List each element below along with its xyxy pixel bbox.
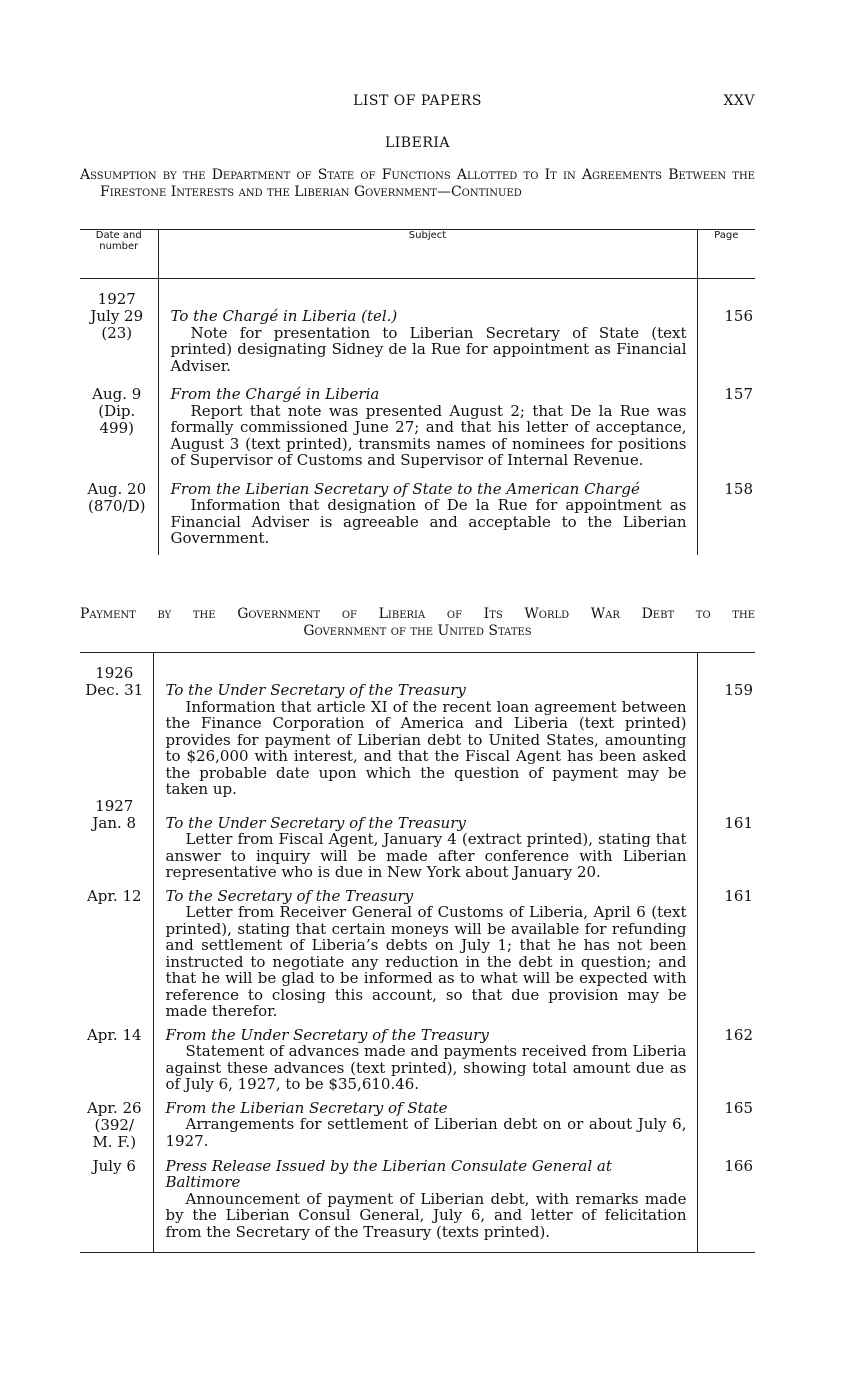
page-column-header: Page <box>714 230 739 241</box>
section-2-heading: Payment by the Government of Liberia of Its World War Debt to the Government of the United States <box>80 606 755 639</box>
table-row <box>80 481 755 547</box>
section-1-heading: Assumption by the Department of State of Functions Allotted to It in Agreements Between the Firestone Interests and the Liberian Government—Continued <box>80 167 755 200</box>
entry-date: Aug. 9 (Dip. 499) <box>80 386 158 469</box>
entry-date: 1927 July 29 (23) <box>80 291 158 374</box>
entry-title: From the Liberian Secretary of State to the American Chargé <box>170 479 640 498</box>
year-label: 1926 <box>95 664 134 682</box>
entry-date: 1926 Dec. 31 <box>80 665 153 798</box>
country-heading: LIBERIA <box>384 135 451 151</box>
table-header <box>80 230 755 279</box>
entry-title: To the Under Secretary of the Treasury <box>165 681 466 699</box>
entry-page: 161 <box>724 813 753 832</box>
entry-body: Letter from Receiver General of Customs of Liberia, April 6 (text printed), stating that certain moneys will be available for refunding and settlement of Liberia’s debts on July 1; that he has not been instructed to negotiate any reduction in the debt in question; and that he will be glad to be informed as to what will be expected with reference to closing this account, so that due provision may be made therefor. <box>165 903 687 1020</box>
entry-date: July 6 <box>80 1158 153 1253</box>
entry-body: Report that note was presented August 2; that De la Rue was formally commissioned June 27; and that his letter of acceptance, August 3 (text printed), transmits names of nominees for positions of Supervisor of Customs and Supervisor of Internal Revenue. <box>170 401 687 469</box>
table-row <box>80 1100 755 1151</box>
entry-page: 157 <box>724 385 753 403</box>
year-label: 1927 <box>97 290 136 308</box>
entry-date: Aug. 20 (870/D) <box>80 481 158 547</box>
entry-date: Apr. 12 <box>80 888 153 1020</box>
entry-date: Apr. 14 <box>80 1027 153 1093</box>
running-head-title: LIST OF PAPERS <box>353 93 482 109</box>
table-row <box>80 888 755 1020</box>
entry-subject <box>153 1100 697 1151</box>
papers-table-1 <box>80 229 755 555</box>
entry-page: 166 <box>724 1156 753 1175</box>
entry-body: Note for presentation to Liberian Secretary of State (text printed) designating Sidney de la Rue for appointment as Financial Adviser. <box>170 323 687 375</box>
entry-page: 156 <box>724 307 753 325</box>
table-row <box>80 1158 755 1253</box>
entry-body: Information that designation of De la Rue for appointment as Financial Adviser is agreeable and acceptable to the Liberian Government. <box>170 496 687 547</box>
entry-title: To the Chargé in Liberia (tel.) <box>170 307 398 325</box>
year-label: 1927 <box>95 796 134 815</box>
entry-subject <box>153 1158 697 1253</box>
entry-title: From the Under Secretary of the Treasury <box>165 1025 489 1044</box>
entry-subject <box>153 798 697 881</box>
entry-page: 165 <box>724 1098 753 1117</box>
entry-page: 162 <box>724 1025 753 1044</box>
papers-table-2 <box>80 652 755 1253</box>
entry-subject <box>153 888 697 1020</box>
entry-title: To the Under Secretary of the Treasury <box>165 813 466 832</box>
entry-body: Statement of advances made and payments received from Liberia against these advances (text printed), showing total amount due as of July 6, 1927, to be $35,610.46. <box>165 1042 687 1093</box>
entry-subject <box>158 386 697 469</box>
entry-title: Press Release Issued by the Liberian Consulate General at Baltimore <box>165 1156 612 1191</box>
table-row <box>80 291 755 374</box>
entry-page: 159 <box>724 681 753 699</box>
entry-page: 158 <box>724 479 753 498</box>
entry-body: Arrangements for settlement of Liberian debt on or about July 6, 1927. <box>165 1115 687 1150</box>
entry-subject <box>158 291 697 374</box>
entry-subject <box>153 665 697 798</box>
page-numeral: XXV <box>723 93 755 109</box>
table-row <box>80 386 755 469</box>
entry-subject <box>153 1027 697 1093</box>
entry-body: Letter from Fiscal Agent, January 4 (extract printed), stating that answer to inquiry will be made after conference with Liberian representative who is due in New York about January 20. <box>165 830 687 881</box>
entry-body: Information that article XI of the recent loan agreement between the Finance Corporation of America and Liberia (text printed) provides for payment of Liberian debt to United States, amounting to $26,000 with interest, and that the Fiscal Agent has been asked the probable date upon which the question of payment may be taken up. <box>165 697 687 798</box>
entry-title: From the Liberian Secretary of State <box>165 1098 448 1117</box>
subject-column-header: Subject <box>158 230 697 279</box>
table-row <box>80 1027 755 1093</box>
entry-date: Apr. 26 (392/ M. F.) <box>80 1100 153 1151</box>
entry-body: Announcement of payment of Liberian debt, with remarks made by the Liberian Consul General, July 6, and letter of felicitation from the Secretary of the Treasury (texts printed). <box>165 1189 687 1241</box>
entry-page: 161 <box>724 886 753 905</box>
running-head <box>80 93 755 113</box>
table-row <box>80 798 755 881</box>
entry-title: To the Secretary of the Treasury <box>165 886 414 905</box>
table-row <box>80 665 755 798</box>
entry-title: From the Chargé in Liberia <box>170 385 380 403</box>
entry-date: 1927 Jan. 8 <box>80 798 153 881</box>
date-column-header: Date and number <box>80 230 158 279</box>
entry-subject <box>158 481 697 547</box>
